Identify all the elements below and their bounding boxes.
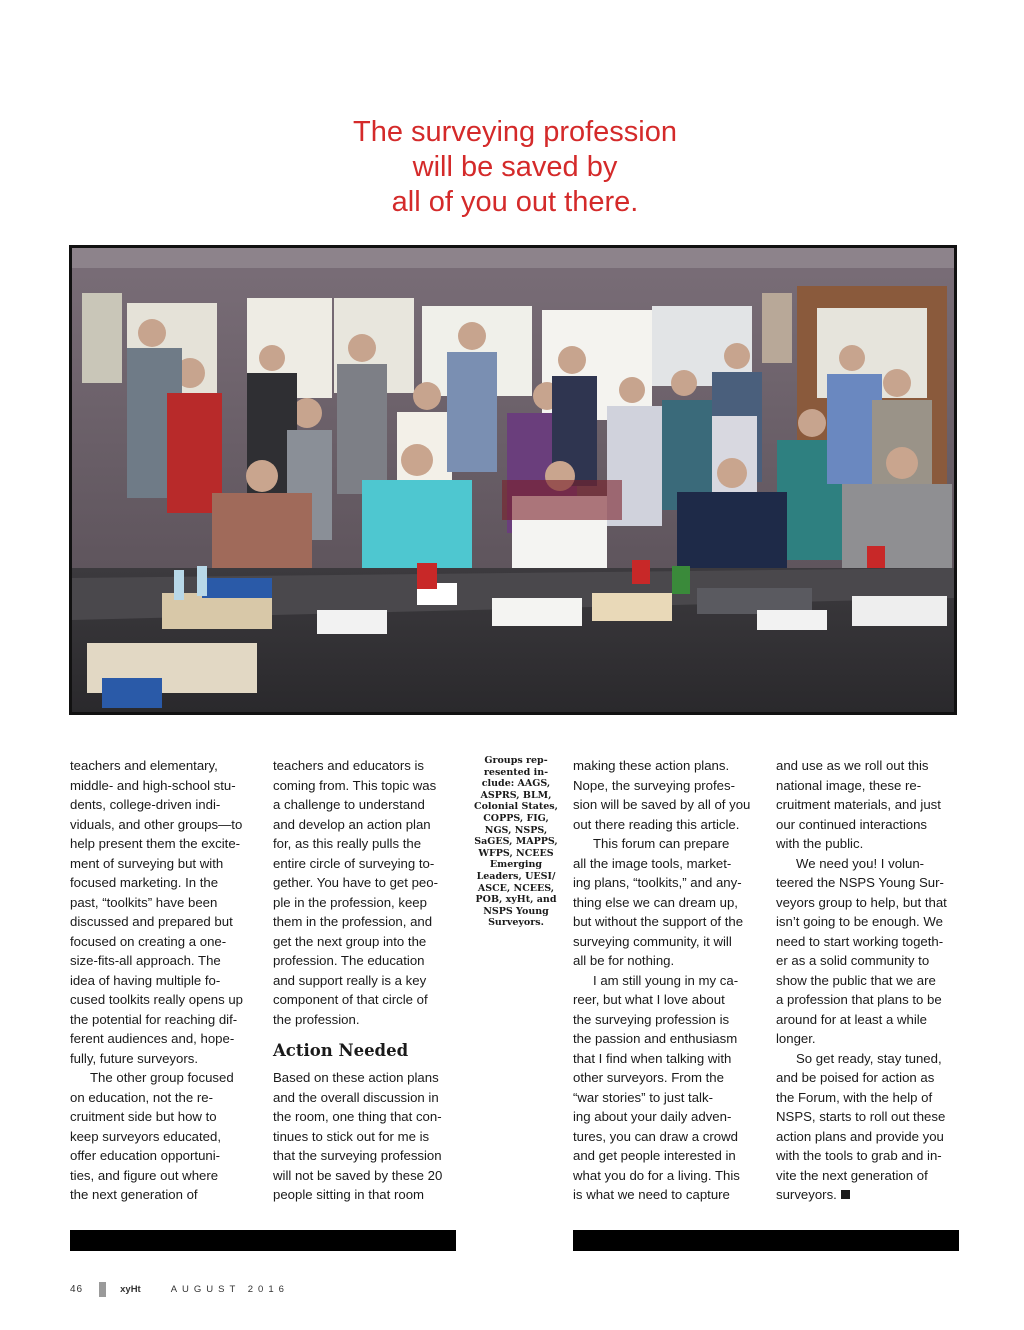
text-line: for, as this really pulls the xyxy=(273,836,422,851)
group-photo-image xyxy=(72,248,954,712)
paragraph xyxy=(273,1068,458,1205)
text-line: a profession that plans to be xyxy=(776,992,942,1007)
text-line: fully, future surveyors. xyxy=(70,1050,199,1066)
text-line: middle- and high-school stu- xyxy=(70,777,236,793)
text-line: entire circle of surveying to- xyxy=(273,855,435,871)
text-line: action plans and provide you xyxy=(776,1128,944,1144)
text-line: with the tools to grab and in- xyxy=(776,1148,942,1163)
pull-quote xyxy=(260,115,770,220)
text-line: them in the profession, and xyxy=(273,914,433,929)
pull-quote-line: The surveying profession xyxy=(353,116,677,148)
text-line: er as a solid community to xyxy=(776,953,930,968)
text-line: Based on these action plans xyxy=(273,1070,439,1085)
text-line: idea of having multiple fo- xyxy=(70,972,221,988)
text-line: show the public that we are xyxy=(776,972,936,988)
footer-bar-right xyxy=(573,1230,959,1251)
text-line: teachers and elementary, xyxy=(70,758,218,773)
end-mark-icon xyxy=(841,1190,850,1199)
caption-line: POB, xyHt, and xyxy=(475,894,557,906)
footer-bar-left xyxy=(70,1230,456,1251)
text-line: get the next group into the xyxy=(273,933,427,949)
text-line: and use as we roll out this xyxy=(776,758,929,773)
text-line: the potential for reaching dif- xyxy=(70,1011,238,1027)
text-line: teered the NSPS Young Sur- xyxy=(776,875,944,890)
caption-line: ASCE, NCEES, xyxy=(477,882,555,894)
text-line: ple in the profession, keep xyxy=(273,894,427,910)
text-line: keep surveyors educated, xyxy=(70,1128,222,1144)
pull-quote-line: all of you out there. xyxy=(391,186,639,218)
caption-line: Surveyors. xyxy=(488,917,544,929)
article-column-1 xyxy=(70,756,255,1205)
text-line: gether. You have to get peo- xyxy=(273,875,438,890)
text-line: need to start working togeth- xyxy=(776,933,944,949)
text-line: a challenge to understand xyxy=(273,797,425,812)
text-line: all the image tools, market- xyxy=(573,855,732,871)
text-line-content: surveyors. xyxy=(776,1187,837,1202)
paragraph xyxy=(70,1068,255,1205)
article-column-2 xyxy=(273,756,458,1205)
text-line: making these action plans. xyxy=(573,758,730,773)
magazine-name: xyHt xyxy=(120,1283,141,1295)
text-line: and the overall discussion in xyxy=(273,1089,439,1105)
text-line: focused marketing. In the xyxy=(70,875,219,890)
text-line: discussed and prepared but xyxy=(70,914,233,929)
text-line: tinues to stick out for me is xyxy=(273,1128,430,1144)
text-line: national image, these re- xyxy=(776,777,922,793)
text-line: We need you! I volun- xyxy=(796,855,925,871)
group-photo xyxy=(69,245,957,715)
text-line: profession. The education xyxy=(273,953,425,968)
text-line: thing else we can dream up, xyxy=(573,894,738,910)
text-line: ties, and figure out where xyxy=(70,1167,219,1183)
caption-line: ASPRS, BLM, xyxy=(480,789,552,801)
caption-line: Colonial States, xyxy=(474,801,558,813)
footer-divider xyxy=(99,1282,106,1297)
caption-line: COPPS, FIG, xyxy=(483,812,549,824)
text-line: our continued interactions xyxy=(776,816,928,832)
text-line: the surveying profession is xyxy=(573,1011,730,1027)
text-line: that I find when talking with xyxy=(573,1050,732,1066)
text-line: So get ready, stay tuned, xyxy=(796,1050,942,1066)
paragraph xyxy=(273,756,458,1029)
text-line: cruitment side but how to xyxy=(70,1109,217,1124)
caption-line: Leaders, UESI/ xyxy=(476,870,556,882)
caption-line: NGS, NSPS, xyxy=(484,824,548,836)
text-line: component of that circle of xyxy=(273,992,428,1007)
text-line: and support really is a key xyxy=(273,972,427,988)
paragraph xyxy=(573,756,758,834)
text-line: longer. xyxy=(776,1031,816,1046)
text-line: other surveyors. From the xyxy=(573,1070,724,1085)
text-line: out there reading this article. xyxy=(573,816,740,832)
text-line: surveying community, it will xyxy=(573,933,732,949)
text-line: “war stories” to just talk- xyxy=(573,1089,713,1105)
text-line: the room, one thing that con- xyxy=(273,1109,442,1124)
text-line: dents, college-driven indi- xyxy=(70,797,221,812)
text-line: what you do for a living. This xyxy=(573,1167,740,1183)
text-line: ferent audiences and, hope- xyxy=(70,1031,235,1046)
text-line: that the surveying profession xyxy=(273,1148,442,1163)
text-line: ing plans, “toolkits,” and any- xyxy=(573,875,742,890)
caption-line: clude: AAGS, xyxy=(481,778,551,790)
pull-quote-line: will be saved by xyxy=(412,151,618,183)
paragraph xyxy=(776,1049,961,1205)
text-line: I am still young in my ca- xyxy=(593,972,739,988)
text-line: veyors group to help, but that xyxy=(776,894,947,910)
text-line: vite the next generation of xyxy=(776,1167,928,1183)
caption-line: SaGES, MAPPS, xyxy=(474,836,558,848)
text-line xyxy=(776,1185,961,1205)
paragraph xyxy=(70,756,255,1068)
text-line: cruitment materials, and just xyxy=(776,797,941,812)
text-line: and be poised for action as xyxy=(776,1070,935,1085)
text-line: viduals, and other groups—to xyxy=(70,816,243,832)
text-line: The other group focused xyxy=(90,1070,234,1085)
text-line: on education, not the re- xyxy=(70,1089,213,1105)
text-line: will not be saved by these 20 xyxy=(273,1167,443,1183)
page-number: 46 xyxy=(70,1283,84,1295)
text-line: with the public. xyxy=(776,836,864,851)
paragraph xyxy=(776,854,961,1049)
paragraph xyxy=(573,834,758,971)
text-line: the Forum, with the help of xyxy=(776,1089,933,1105)
text-line: the profession. xyxy=(273,1011,360,1027)
paragraph xyxy=(776,756,961,854)
text-line: the next generation of xyxy=(70,1187,198,1202)
text-line: isn’t going to be enough. We xyxy=(776,914,943,929)
text-line: NSPS, starts to roll out these xyxy=(776,1109,946,1124)
text-line: teachers and educators is xyxy=(273,758,425,773)
text-line: and get people interested in xyxy=(573,1148,736,1163)
text-line: and develop an action plan xyxy=(273,816,431,832)
text-line: sion will be saved by all of you xyxy=(573,797,751,812)
article-column-3 xyxy=(573,756,758,1205)
text-line: the passion and enthusiasm xyxy=(573,1031,738,1046)
issue-date: AUGUST 2016 xyxy=(170,1283,289,1295)
caption-line: NSPS Young xyxy=(483,905,549,917)
text-line: reer, but what I love about xyxy=(573,992,725,1007)
text-line: coming from. This topic was xyxy=(273,777,437,793)
text-line: focused on creating a one- xyxy=(70,933,227,949)
text-line: is what we need to capture xyxy=(573,1187,730,1202)
text-line: around for at least a while xyxy=(776,1011,928,1027)
caption-line: Emerging xyxy=(489,859,543,871)
page-footer xyxy=(70,1281,289,1297)
text-line: cused toolkits really opens up xyxy=(70,992,244,1007)
text-line: past, “toolkits” have been xyxy=(70,894,218,910)
text-line: tures, you can draw a crowd xyxy=(573,1128,738,1144)
text-line: This forum can prepare xyxy=(593,836,730,851)
text-line: but without the support of the xyxy=(573,914,744,929)
text-line: ing about your daily adven- xyxy=(573,1109,732,1124)
article-column-4 xyxy=(776,756,961,1205)
text-line: offer education opportuni- xyxy=(70,1148,221,1163)
text-line: all be for nothing. xyxy=(573,953,675,968)
section-heading: Action Needed xyxy=(273,1041,409,1060)
text-line: size-fits-all approach. The xyxy=(70,953,221,968)
text-line: help present them the excite- xyxy=(70,836,241,851)
paragraph xyxy=(573,971,758,1205)
text-line: people sitting in that room xyxy=(273,1187,425,1202)
caption-line: Groups rep- xyxy=(484,755,548,766)
text-line: Nope, the surveying profes- xyxy=(573,777,735,793)
text-line: ment of surveying but with xyxy=(70,855,224,871)
caption-line: WFPS, NCEES xyxy=(478,847,554,859)
photo-caption xyxy=(466,755,566,929)
caption-line: resented in- xyxy=(483,766,549,778)
